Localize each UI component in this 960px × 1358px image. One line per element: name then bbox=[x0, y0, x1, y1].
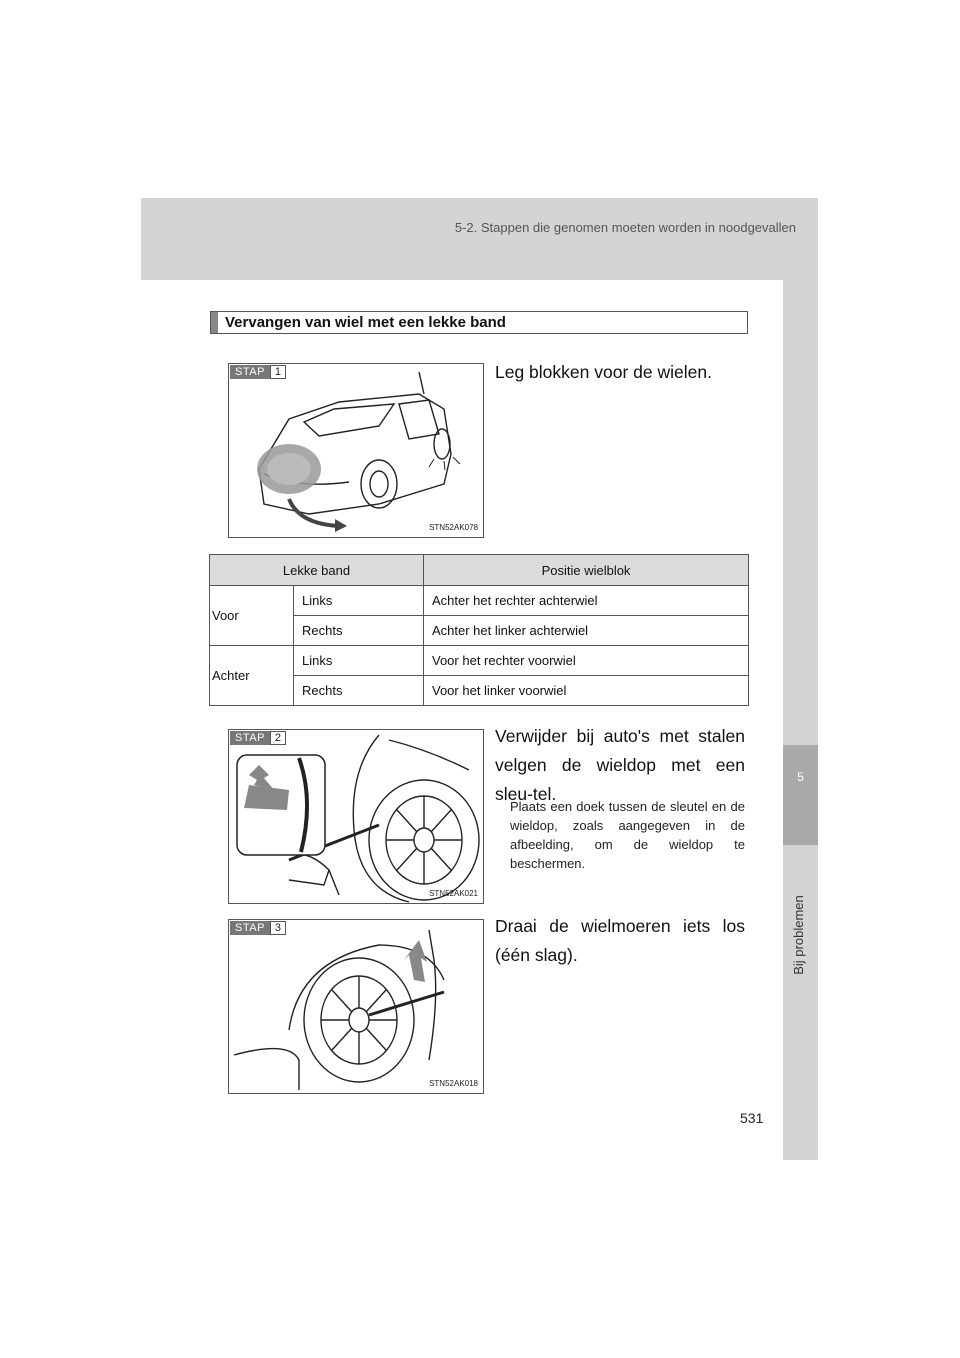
chapter-label-text: Bij problemen bbox=[791, 895, 806, 975]
figure-step-1 bbox=[228, 363, 484, 538]
step-badge-label: STAP bbox=[230, 365, 270, 379]
table-cell-position: Voor het linker voorwiel bbox=[424, 676, 749, 706]
chapter-label bbox=[788, 855, 812, 1015]
step-badge-label: STAP bbox=[230, 731, 270, 745]
figure-code: STN52AK078 bbox=[429, 523, 478, 532]
step-badge-number: 3 bbox=[270, 921, 286, 935]
step-2-text: Verwijder bij auto's met stalen velgen de wieldop met een sleu-tel. bbox=[495, 726, 745, 804]
step-2-note: Plaats een doek tussen de sleutel en de wieldop, zoals aangegeven in de afbeelding, om de wieldop te beschermen. bbox=[510, 799, 745, 871]
table-header-block-position: Positie wielblok bbox=[424, 555, 749, 586]
table-cell-side: Links bbox=[294, 646, 424, 676]
table-row bbox=[210, 586, 749, 616]
step-3-text: Draai de wielmoeren iets los (één slag). bbox=[495, 916, 745, 965]
table-group-cell: Achter bbox=[210, 646, 294, 706]
car-wheel-blocks-illustration bbox=[229, 364, 484, 538]
step-badge-number: 1 bbox=[270, 365, 286, 379]
table-cell-position: Achter het linker achterwiel bbox=[424, 616, 749, 646]
step-badge-1 bbox=[230, 365, 286, 379]
step-badge-number: 2 bbox=[270, 731, 286, 745]
table-cell-side: Rechts bbox=[294, 676, 424, 706]
section-title: Vervangen van wiel met een lekke band bbox=[210, 311, 748, 334]
step-badge-2 bbox=[230, 731, 286, 745]
step-1-text: Leg blokken voor de wielen. bbox=[495, 362, 712, 382]
table-cell-side: Rechts bbox=[294, 616, 424, 646]
step-badge-3 bbox=[230, 921, 286, 935]
page-number: 531 bbox=[740, 1110, 764, 1126]
header-band bbox=[141, 198, 818, 280]
figure-step-3 bbox=[228, 919, 484, 1094]
table-group-cell: Voor bbox=[210, 586, 294, 646]
wheel-block-table bbox=[209, 554, 749, 706]
loosen-wheel-nuts-illustration bbox=[229, 920, 484, 1094]
chapter-number: 5 bbox=[797, 770, 804, 784]
table-row bbox=[210, 646, 749, 676]
step-badge-label: STAP bbox=[230, 921, 270, 935]
table-header-flat-tire: Lekke band bbox=[210, 555, 424, 586]
table-cell-position: Achter het rechter achterwiel bbox=[424, 586, 749, 616]
figure-code: STN52AK021 bbox=[429, 889, 478, 898]
chapter-tab-marker bbox=[783, 745, 818, 845]
figure-step-2 bbox=[228, 729, 484, 904]
chapter-tab bbox=[783, 280, 818, 1160]
table-cell-position: Voor het rechter voorwiel bbox=[424, 646, 749, 676]
figure-code: STN52AK018 bbox=[429, 1079, 478, 1088]
breadcrumb: 5-2. Stappen die genomen moeten worden in noodgevallen bbox=[454, 220, 796, 235]
table-cell-side: Links bbox=[294, 586, 424, 616]
wheel-cap-removal-illustration bbox=[229, 730, 484, 904]
